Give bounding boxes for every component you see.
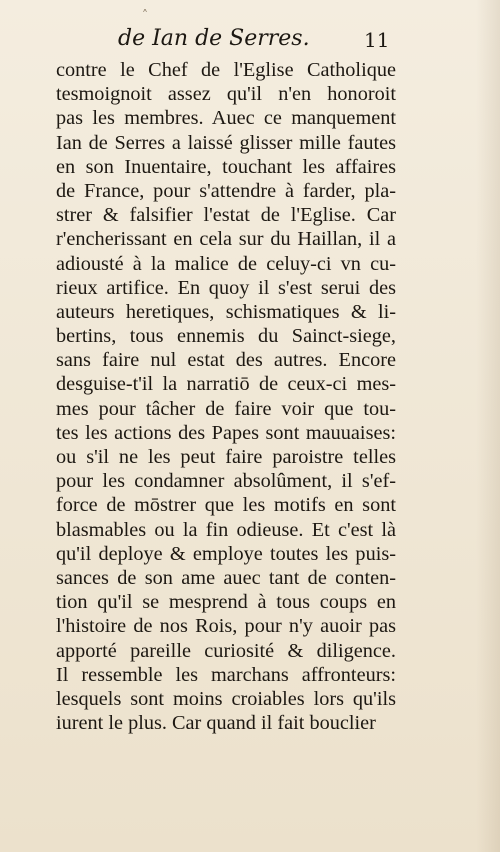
page-number: 11 — [364, 28, 390, 52]
body-text — [56, 58, 396, 735]
text-line: ou s'il ne les peut faire paroistre telles — [56, 446, 396, 468]
text-line: strer & falsifier l'estat de l'Eglise. Car — [56, 204, 396, 227]
text-line: tion qu'il se mesprend à tous coups en — [56, 591, 396, 614]
text-line: pour les condamner absolûment, il s'ef- — [56, 470, 396, 493]
text-line: desguise-t'il la narratiō de ceux-ci mes- — [56, 373, 396, 396]
text-line: lesquels sont moins croiables lors qu'ils — [56, 687, 396, 710]
text-line: pas les membres. Auec ce manquement — [56, 107, 396, 130]
text-line: en son Inuentaire, touchant les affaires — [56, 155, 396, 178]
text-line: iurent le plus. Car quand il fait bouclier — [56, 712, 376, 735]
ornament-mark: ˄ — [142, 8, 148, 22]
text-line: bertins, tous ennemis du Sainct-siege, — [56, 325, 396, 348]
text-line: tes les actions des Papes sont mauuaises: — [56, 421, 396, 444]
text-line: r'encherissant en cela sur du Haillan, il a — [56, 228, 396, 251]
text-line: auteurs heretiques, schismatiques & li- — [56, 300, 396, 323]
text-line: tesmoignoit assez qu'il n'en honoroit — [56, 83, 396, 106]
text-line: Ian de Serres a laissé glisser mille fautes — [56, 131, 396, 154]
text-line: mes pour tâcher de faire voir que tou- — [56, 397, 396, 420]
text-line: force de mōstrer que les motifs en sont — [56, 494, 396, 517]
text-line: apporté pareille curiosité & diligence. — [56, 639, 396, 662]
text-line: contre le Chef de l'Eglise Catholique — [56, 59, 396, 81]
text-line: sans faire nul estat des autres. Encore — [56, 349, 396, 372]
text-line: rieux artifice. En quoy il s'est serui des — [56, 276, 396, 299]
running-title: de Ian de Serres. — [118, 26, 310, 51]
text-line: l'histoire de nos Rois, pour n'y auoir pas — [56, 615, 396, 638]
page-gutter-shadow — [476, 0, 500, 852]
text-line: blasmables ou la fin odieuse. Et c'est là — [56, 518, 396, 541]
text-line: qu'il deploye & employe toutes les puis- — [56, 542, 396, 565]
text-line: sances de son ame auec tant de conten- — [56, 566, 396, 589]
text-line: de France, pour s'attendre à farder, pla- — [56, 179, 396, 202]
text-line: adiousté à la malice de celuy-ci vn cu- — [56, 252, 396, 275]
text-line: Il ressemble les marchans affronteurs: — [56, 663, 396, 686]
